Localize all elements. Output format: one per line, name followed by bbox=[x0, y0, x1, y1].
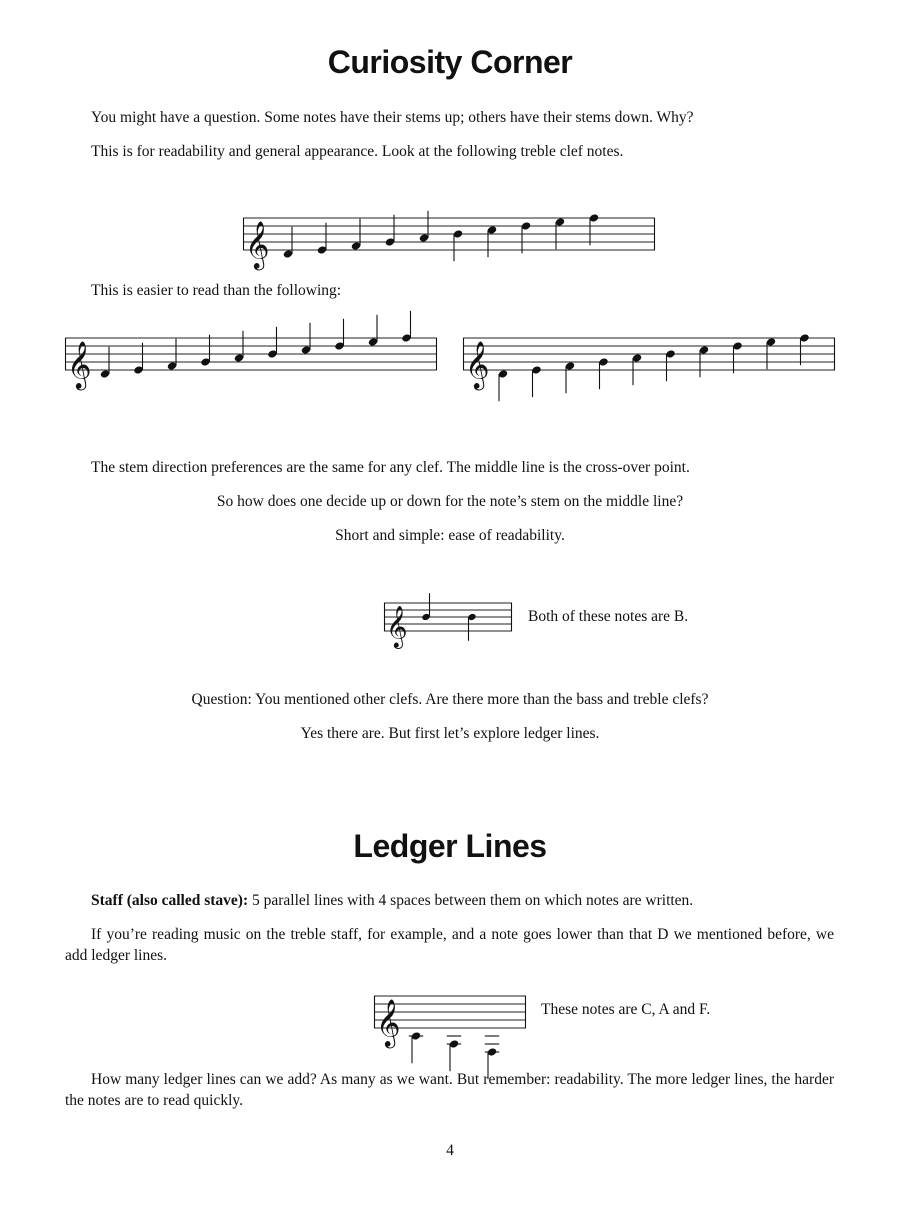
staff-correct-stems bbox=[243, 205, 658, 269]
note bbox=[283, 227, 294, 259]
note bbox=[555, 217, 566, 249]
paragraph-middle-line: So how does one decide up or down for the note’s stem on the middle line? bbox=[216, 493, 684, 510]
paragraph-question: You might have a question. Some notes have their stems up; others have their stems down. Why? bbox=[91, 109, 694, 126]
paragraph-ledger-intro: Yes there are. But first let’s explore ledger lines. bbox=[300, 725, 600, 742]
note bbox=[368, 315, 379, 347]
note bbox=[699, 345, 710, 377]
note bbox=[447, 1036, 461, 1071]
staff-b-notes bbox=[384, 598, 514, 648]
note bbox=[589, 213, 600, 245]
section-title-curiosity-corner: Curiosity Corner bbox=[327, 44, 573, 80]
note bbox=[498, 369, 509, 401]
treble-clef-icon: 𝄞 bbox=[465, 339, 490, 389]
treble-clef-icon: 𝄞 bbox=[67, 339, 92, 389]
section-title-ledger-lines: Ledger Lines bbox=[353, 828, 547, 864]
note bbox=[665, 349, 676, 381]
note bbox=[234, 331, 245, 363]
caption-b-notes: Both of these notes are B. bbox=[528, 608, 689, 625]
note bbox=[267, 327, 278, 359]
paragraph-how-many-ledger: How many ledger lines can we add? As many as we want. But remember: readability. The more ledger lines, the harder the notes are to read quickly. bbox=[65, 1071, 834, 1109]
note bbox=[487, 225, 498, 257]
note bbox=[301, 323, 312, 355]
paragraph-other-clefs: Question: You mentioned other clefs. Are there more than the bass and treble clefs? bbox=[191, 691, 709, 708]
note bbox=[799, 333, 810, 365]
note bbox=[419, 211, 430, 243]
note bbox=[385, 215, 396, 247]
note bbox=[632, 353, 643, 385]
note bbox=[565, 361, 576, 393]
paragraph-short-simple: Short and simple: ease of readability. bbox=[335, 527, 565, 544]
note bbox=[200, 335, 211, 367]
treble-clef-icon: 𝄞 bbox=[386, 604, 408, 648]
note bbox=[521, 221, 532, 253]
note bbox=[133, 343, 144, 375]
treble-clef-icon: 𝄞 bbox=[376, 997, 401, 1047]
note bbox=[401, 311, 412, 343]
note bbox=[766, 337, 777, 369]
note bbox=[100, 347, 111, 379]
page-number: 4 bbox=[446, 1142, 454, 1159]
definition-staff bbox=[91, 890, 693, 911]
note bbox=[334, 319, 345, 351]
paragraph-ledger-explain: If you’re reading music on the treble staff, for example, and a note goes lower than that D we mentioned before, we add ledger lines. bbox=[65, 926, 834, 964]
staff-stems-all-up bbox=[65, 325, 438, 389]
staff-lines bbox=[243, 218, 655, 250]
note bbox=[167, 339, 178, 371]
paragraph-readability: This is for readability and general appearance. Look at the following treble clef notes. bbox=[91, 143, 624, 160]
note bbox=[421, 593, 430, 621]
caption-ledger-notes: These notes are C, A and F. bbox=[541, 1001, 711, 1018]
staff-lines bbox=[65, 338, 437, 370]
staff-stems-all-down bbox=[463, 325, 836, 389]
note bbox=[409, 1031, 423, 1063]
note bbox=[467, 613, 476, 641]
treble-clef-icon: 𝄞 bbox=[245, 219, 270, 269]
note bbox=[453, 229, 464, 261]
note bbox=[732, 341, 743, 373]
note bbox=[351, 219, 362, 251]
paragraph-easier: This is easier to read than the following: bbox=[91, 282, 342, 299]
staff-ledger-notes bbox=[374, 990, 529, 1060]
staff-lines bbox=[463, 338, 835, 370]
definition-text: 5 parallel lines with 4 spaces between them on which notes are written. bbox=[248, 892, 694, 909]
note bbox=[531, 365, 542, 397]
paragraph-stem-direction: The stem direction preferences are the same for any clef. The middle line is the cross-over point. bbox=[91, 459, 690, 476]
definition-term: Staff (also called stave): bbox=[91, 892, 249, 909]
note bbox=[598, 357, 609, 389]
note bbox=[317, 223, 328, 255]
